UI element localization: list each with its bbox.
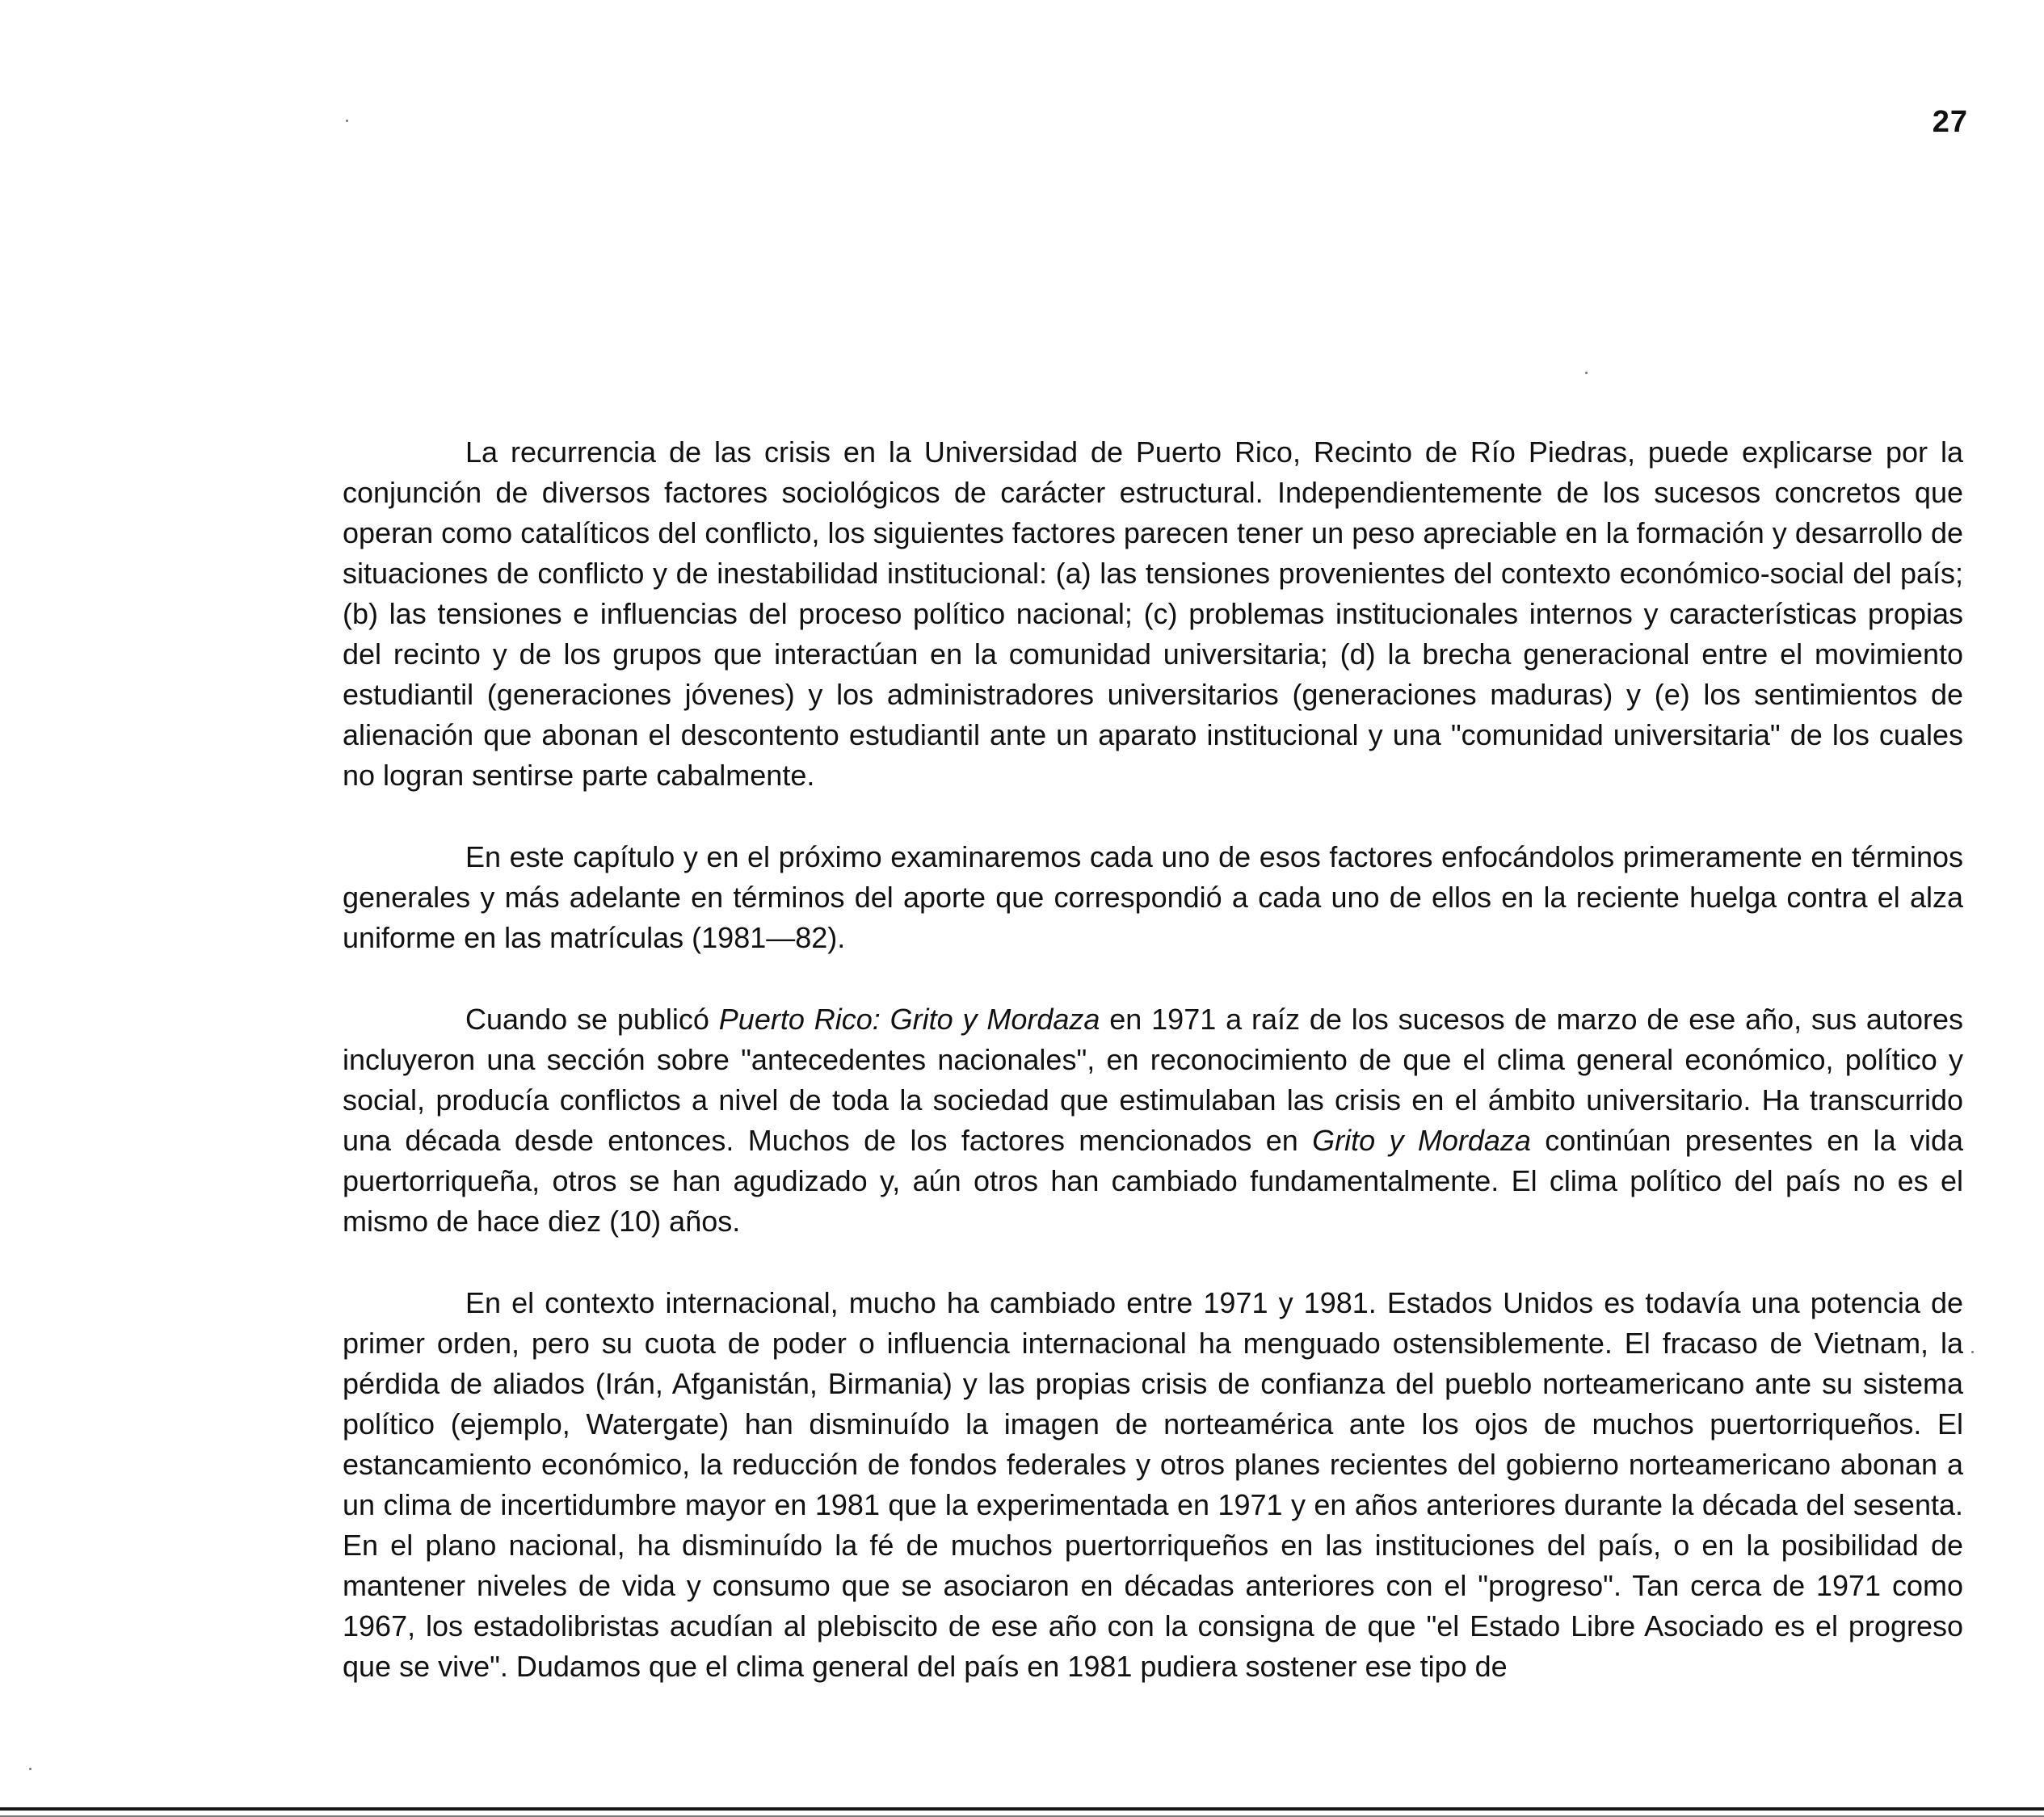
paragraph-3-text-a: Cuando se publicó xyxy=(465,1003,719,1036)
book-title-grito-y-mordaza-short: Grito y Mordaza xyxy=(1312,1124,1531,1157)
book-title-grito-y-mordaza-full: Puerto Rico: Grito y Mordaza xyxy=(718,1003,1100,1036)
paragraph-2: En este capítulo y en el próximo examinaremos cada uno de esos factores enfocándolos primeramente en términos generales y más adelante en términos del aporte que correspondió a cada uno de ellos en la reciente huelga contra el alza uniforme en las matrículas (1981—82). xyxy=(343,840,1963,954)
scan-speck xyxy=(346,120,348,122)
paragraph-4: En el contexto internacional, mucho ha cambiado entre 1971 y 1981. Estados Unidos es todavía una potencia de primer orden, pero su cuota de poder o influencia internacional ha menguado ostensiblemente. El fracaso de Vietnam, la pérdida de aliados (Irán, Afganistán, Birmania) y las propias crisis de confianza del pueblo norteamericano ante su sistema político (ejemplo, Watergate) han disminuído la imagen de norteamérica ante los ojos de muchos puertorriqueños. El estancamiento económico, la reducción de fondos federales y otros planes recientes del gobierno norteamericano abonan a un clima de incertidumbre mayor en 1981 que la experimentada en 1971 y en años anteriores durante la década del sesenta. En el plano nacional, ha disminuído la fé de muchos puertorriqueños en las instituciones del país, o en la posibilidad de mantener niveles de vida y consumo que se asociaron en décadas anteriores con el "progreso". Tan cerca de 1971 como 1967, los estadolibristas acudían al plebiscito de ese año con la consigna de que "el Estado Libre Asociado es el progreso que se vive". Dudamos que el clima general del país en 1981 pudiera sostener ese tipo de xyxy=(343,1286,1963,1683)
paragraph-1: La recurrencia de las crisis en la Universidad de Puerto Rico, Recinto de Río Piedras, puede explicarse por la conjunción de diversos factores sociológicos de carácter estructural. Independientemente de los sucesos concretos que operan como catalíticos del conflicto, los siguientes factores parecen tener un peso apreciable en la formación y desarrollo de situaciones de conflicto y de inestabilidad institucional: (a) las tensiones provenientes del contexto económico-social del país; (b) las tensiones e influencias del proceso político nacional; (c) problemas institucionales internos y características propias del recinto y de los grupos que interactúan en la comunidad universitaria; (d) la brecha generacional entre el movimiento estudiantil (generaciones jóvenes) y los administradores universitarios (generaciones maduras) y (e) los sentimientos de alienación que abonan el descontento estudiantil ante un aparato institucional y una "comunidad universitaria" de los cuales no logran sentirse parte cabalmente. xyxy=(343,435,1963,792)
document-body xyxy=(343,432,1963,1687)
page-number: 27 xyxy=(1932,105,1968,139)
scan-bottom-edge-line xyxy=(0,1807,2044,1811)
paragraph-3 xyxy=(343,999,1963,1242)
scan-speck xyxy=(1971,1351,1974,1353)
scan-speck xyxy=(29,1768,32,1770)
paragraph-3-text-c: continúan presentes en la vida puertorriqueña, otros se han agudizado y, aún otros han cambiado fundamentalmente. El clima político del país no es el mismo de hace diez (10) años. xyxy=(343,1124,1963,1238)
paragraph-3-text-b: en 1971 a raíz de los sucesos de marzo de ese año, sus autores incluyeron una sección sobre "antecedentes nacionales", en reconocimiento de que el clima general económico, político y social, producía conflictos a nivel de toda la sociedad que estimulaban las crisis en el ámbito universitario. Ha transcurrido una década desde entonces. Muchos de los factores mencionados en xyxy=(343,1003,1963,1157)
scan-speck xyxy=(1585,372,1588,374)
